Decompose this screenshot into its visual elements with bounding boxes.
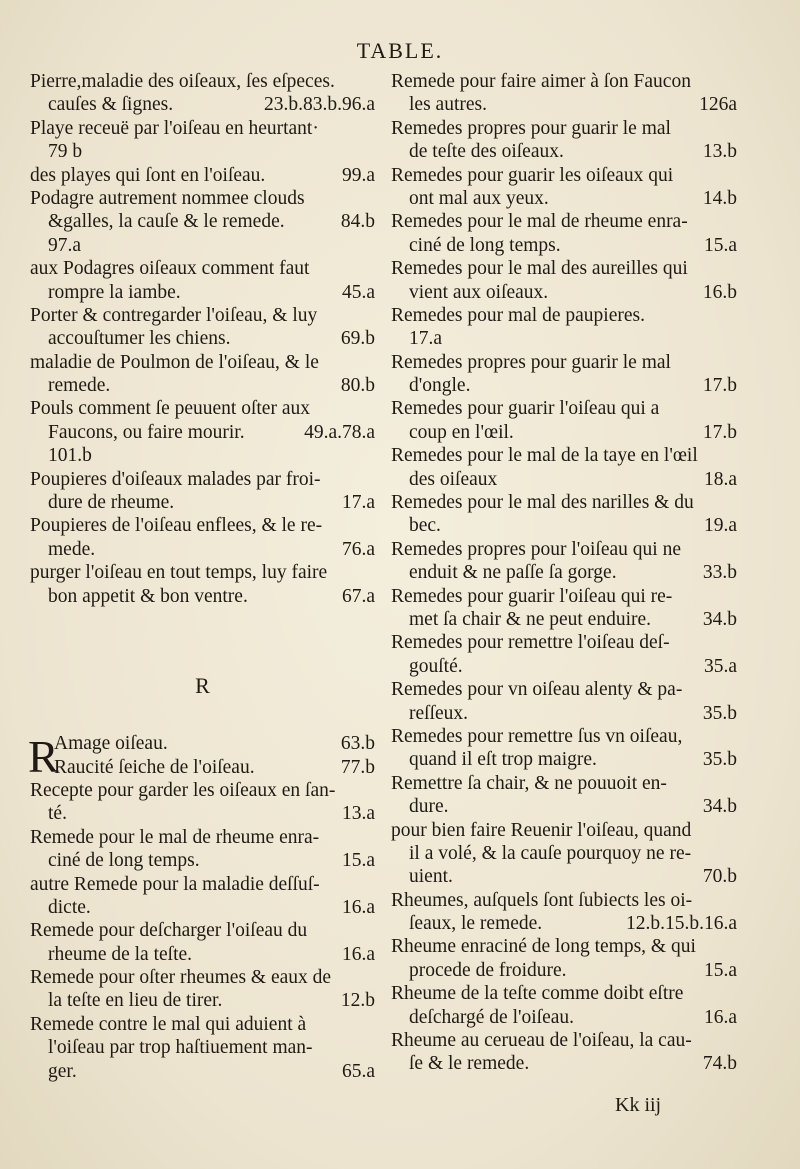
entry-text: Remede pour deſcharger l'oiſeau du <box>30 920 308 942</box>
index-line <box>30 444 375 467</box>
index-line <box>391 538 737 561</box>
entry-text: dure. <box>409 796 449 818</box>
index-line <box>391 281 737 304</box>
entry-text: cauſes & ſignes. <box>48 94 174 116</box>
index-line <box>391 959 737 982</box>
entry-text: Remedes propres pour guarir le mal <box>391 117 671 139</box>
index-line <box>391 304 737 327</box>
page-reference: 15.a <box>703 234 737 256</box>
index-line <box>30 164 375 187</box>
entry-text: 97.a <box>48 234 82 256</box>
index-line <box>30 491 375 514</box>
entry-text: Remedes pour guarir l'oiſeau qui a <box>391 398 660 420</box>
entry-text: deſchargé de l'oiſeau. <box>409 1006 575 1028</box>
index-line <box>391 655 737 678</box>
index-line <box>391 982 737 1005</box>
page-reference: 15.a <box>341 850 375 872</box>
index-line <box>391 514 737 537</box>
page-reference: 49.a.78.a <box>304 421 375 443</box>
page-reference: 63.b <box>340 733 375 755</box>
page-reference: 17.b <box>702 375 737 397</box>
entry-text: Raucité ſeiche de l'oiſeau. <box>54 756 255 778</box>
index-line <box>391 117 737 140</box>
index-line <box>391 1052 737 1075</box>
index-line <box>30 70 375 93</box>
entry-text: Remedes pour le mal de la taye en l'œil <box>391 445 698 467</box>
index-line <box>391 210 737 233</box>
entry-text: Amage oiſeau. <box>54 733 168 755</box>
index-line <box>30 989 375 1012</box>
page-reference: 16.b <box>702 281 737 303</box>
entry-text: dure de rheume. <box>48 492 175 514</box>
page-reference: 16.a <box>341 943 375 965</box>
entry-text: &galles, la cauſe & le remede. <box>48 211 285 233</box>
entry-text: la teſte en lieu de tirer. <box>48 990 223 1012</box>
entry-text: les autres. <box>409 94 487 116</box>
index-line <box>391 351 737 374</box>
page-reference: 35.a <box>703 655 737 677</box>
index-line <box>30 966 375 989</box>
index-line <box>391 748 737 771</box>
entry-text: autre Remede pour la maladie deſſuſ- <box>30 873 320 895</box>
entry-text: rompre la iambe. <box>48 281 181 303</box>
entry-text: ſeaux, le remede. <box>409 913 543 935</box>
page-reference: 19.a <box>703 515 737 537</box>
index-line <box>30 538 375 561</box>
index-entries-remedes <box>391 70 737 1076</box>
page-reference: 65.a <box>341 1060 375 1082</box>
index-line <box>391 819 737 842</box>
entry-text: accouſtumer les chiens. <box>48 328 231 350</box>
entry-text: rheume de la teſte. <box>48 943 193 965</box>
index-line <box>391 444 737 467</box>
page-reference: 80.b <box>340 375 375 397</box>
index-line <box>391 140 737 163</box>
page-reference: 126a <box>699 94 737 116</box>
entry-text: Remedes pour guarir l'oiſeau qui re- <box>391 585 673 607</box>
entry-text: purger l'oiſeau en tout temps, luy faire <box>30 562 328 584</box>
index-line <box>391 374 737 397</box>
index-line <box>30 779 375 802</box>
page-reference: 33.b <box>702 562 737 584</box>
index-line <box>391 935 737 958</box>
page-reference: 18.a <box>703 468 737 490</box>
page-reference: 74.b <box>702 1053 737 1075</box>
section-letter-r: R <box>195 672 210 698</box>
index-line <box>30 561 375 584</box>
index-line <box>391 491 737 514</box>
index-line <box>30 468 375 491</box>
page-reference: 12.b.15.b.16.a <box>625 913 737 935</box>
entry-text: té. <box>48 803 67 825</box>
index-line <box>30 826 375 849</box>
entry-text: Playe receuë par l'oiſeau en heurtant· <box>30 117 319 139</box>
left-column <box>30 70 375 1083</box>
index-line <box>30 327 375 350</box>
index-line <box>30 514 375 537</box>
page-reference: 69.b <box>340 328 375 350</box>
entry-text: des oiſeaux <box>409 468 498 490</box>
entry-text: des playes qui ſont en l'oiſeau. <box>30 164 266 186</box>
signature-mark: Kk iij <box>615 1094 662 1116</box>
entry-text: Remede contre le mal qui aduient à <box>30 1013 307 1035</box>
index-line <box>30 943 375 966</box>
page-reference: 34.b <box>702 796 737 818</box>
page-reference: 45.a <box>341 281 375 303</box>
entry-text: il a volé, & la cauſe pourquoy ne re- <box>409 842 692 864</box>
index-line <box>391 1029 737 1052</box>
entry-text: Remedes pour le mal des narilles & du <box>391 492 694 514</box>
index-entries-p <box>30 70 375 608</box>
entry-text: ciné de long temps. <box>48 850 200 872</box>
entry-text: Remedes pour le mal des aureilles qui <box>391 258 688 280</box>
index-line <box>391 468 737 491</box>
page-reference: 13.b <box>702 141 737 163</box>
page-reference: 15.a <box>703 959 737 981</box>
entry-text: Poupieres d'oiſeaux malades par froi- <box>30 468 321 490</box>
entry-text: uient. <box>409 866 453 888</box>
entry-text: remede. <box>48 375 111 397</box>
index-line <box>391 1006 737 1029</box>
entry-text: 79 b <box>48 141 83 163</box>
entry-text: d'ongle. <box>409 375 471 397</box>
index-line <box>30 585 375 608</box>
entry-text: Rheume enraciné de long temps, & qui <box>391 936 696 958</box>
entry-text: Poupieres de l'oiſeau enflees, & le re- <box>30 515 323 537</box>
entry-text: maladie de Poulmon de l'oiſeau, & le <box>30 351 319 373</box>
entry-text: Recepte pour garder les oiſeaux en ſan- <box>30 779 336 801</box>
entry-text: Remedes pour vn oiſeau alenty & pa- <box>391 679 683 701</box>
index-line <box>391 585 737 608</box>
index-entries-r <box>30 732 375 1083</box>
entry-text: Remedes pour mal de paupieres. <box>391 304 645 326</box>
index-line <box>30 140 375 163</box>
index-line <box>30 1060 375 1083</box>
index-line <box>30 732 375 755</box>
index-line <box>391 187 737 210</box>
index-line <box>391 421 737 444</box>
page-reference: 84.b <box>340 211 375 233</box>
index-line <box>391 889 737 912</box>
index-line <box>30 210 375 233</box>
entry-text: ſe & le remede. <box>409 1053 530 1075</box>
index-line <box>30 304 375 327</box>
entry-text: reſſeux. <box>409 702 469 724</box>
index-line <box>391 772 737 795</box>
index-line <box>30 93 375 116</box>
entry-text: 101.b <box>48 445 92 467</box>
entry-text: quand il eſt trop maigre. <box>409 749 597 771</box>
entry-text: ciné de long temps. <box>409 234 561 256</box>
index-line <box>391 561 737 584</box>
index-line <box>30 756 375 779</box>
page-reference: 76.a <box>341 538 375 560</box>
index-line <box>391 164 737 187</box>
entry-text: Rheume au cerueau de l'oiſeau, la cau- <box>391 1030 692 1052</box>
entry-text: Remedes pour le mal de rheume enra- <box>391 211 688 233</box>
entry-text: gouſté. <box>409 655 463 677</box>
entry-text: mede. <box>48 538 96 560</box>
entry-text: aux Podagres oiſeaux comment faut <box>30 258 310 280</box>
page-reference: 99.a <box>341 164 375 186</box>
entry-text: Pierre,maladie des oiſeaux, ſes eſpeces. <box>30 71 335 92</box>
index-line <box>30 873 375 896</box>
page-reference: 34.b <box>702 608 737 630</box>
index-line <box>30 849 375 872</box>
index-line <box>30 919 375 942</box>
entry-text: procede de froidure. <box>409 959 567 981</box>
index-line <box>30 187 375 210</box>
index-line <box>30 421 375 444</box>
entry-text: Remedes pour guarir les oiſeaux qui <box>391 164 674 186</box>
page-reference: 17.a <box>341 492 375 514</box>
page-reference: 14.b <box>702 187 737 209</box>
page-title: TABLE. <box>356 38 444 63</box>
entry-text: Remede pour le mal de rheume enra- <box>30 826 320 848</box>
index-line <box>30 397 375 420</box>
index-line <box>30 257 375 280</box>
page-reference: 35.b <box>702 702 737 724</box>
right-column <box>391 70 737 1076</box>
entry-text: ger. <box>48 1060 77 1082</box>
index-line <box>391 725 737 748</box>
index-line <box>30 802 375 825</box>
entry-text: Remede pour faire aimer à ſon Faucon <box>391 71 691 92</box>
entry-text: bon appetit & bon ventre. <box>48 585 248 607</box>
entry-text: Remedes pour remettre l'oiſeau deſ- <box>391 632 670 654</box>
entry-text: Faucons, ou faire mourir. <box>48 421 245 443</box>
entry-text: Remedes pour remettre ſus vn oiſeau, <box>391 725 683 747</box>
index-line <box>391 842 737 865</box>
entry-text: Remettre ſa chair, & ne pouuoit en- <box>391 772 667 794</box>
entry-text: vient aux oiſeaux. <box>409 281 549 303</box>
index-line <box>391 912 737 935</box>
entry-text: pour bien faire Reuenir l'oiſeau, quand <box>391 819 692 841</box>
index-line <box>391 795 737 818</box>
index-line <box>391 327 737 350</box>
entry-text: enduit & ne paſſe ſa gorge. <box>409 562 617 584</box>
index-line <box>30 281 375 304</box>
index-line <box>30 351 375 374</box>
index-line <box>391 234 737 257</box>
entry-text: Remedes propres pour guarir le mal <box>391 351 671 373</box>
page-reference: 70.b <box>702 866 737 888</box>
page-reference: 12.b <box>340 990 375 1012</box>
page-reference: 35.b <box>702 749 737 771</box>
page-reference: 16.a <box>341 896 375 918</box>
entry-text: Rheume de la teſte comme doibt eſtre <box>391 983 684 1005</box>
index-line <box>30 374 375 397</box>
index-line <box>391 257 737 280</box>
index-line <box>391 865 737 888</box>
entry-text: Podagre autrement nommee clouds <box>30 187 305 209</box>
entry-text: Pouls comment ſe peuuent oſter aux <box>30 398 310 420</box>
page-reference: 67.a <box>341 585 375 607</box>
entry-text: de teſte des oiſeaux. <box>409 141 564 163</box>
index-line <box>391 702 737 725</box>
index-line <box>391 70 737 93</box>
entry-text: Rheumes, auſquels ſont ſubiects les oi- <box>391 889 693 911</box>
index-line <box>391 631 737 654</box>
index-line <box>391 608 737 631</box>
entry-text: 17.a <box>409 328 443 350</box>
index-line <box>391 678 737 701</box>
drop-cap-r: R <box>28 731 59 783</box>
entry-text: met ſa chair & ne peut enduire. <box>409 608 652 630</box>
index-line <box>30 117 375 140</box>
page-reference: 16.a <box>703 1006 737 1028</box>
entry-text: Remede pour oſter rheumes & eaux de <box>30 967 332 989</box>
index-line <box>391 93 737 116</box>
index-entries-r-block <box>30 732 375 1083</box>
index-line <box>30 896 375 919</box>
entry-text: dicte. <box>48 896 91 918</box>
index-line <box>30 234 375 257</box>
page-reference: 23.b.83.b.96.a <box>263 94 375 116</box>
index-line <box>30 1013 375 1036</box>
page-reference: 17.b <box>702 421 737 443</box>
entry-text: bec. <box>409 515 441 537</box>
index-line <box>391 397 737 420</box>
page-reference: 13.a <box>341 803 375 825</box>
entry-text: l'oiſeau par trop haſtiuement man- <box>48 1037 313 1059</box>
entry-text: coup en l'œil. <box>409 421 514 443</box>
index-line <box>30 1036 375 1059</box>
entry-text: Porter & contregarder l'oiſeau, & luy <box>30 304 318 326</box>
entry-text: Remedes propres pour l'oiſeau qui ne <box>391 538 681 560</box>
entry-text: ont mal aux yeux. <box>409 187 549 209</box>
page-reference: 77.b <box>340 756 375 778</box>
